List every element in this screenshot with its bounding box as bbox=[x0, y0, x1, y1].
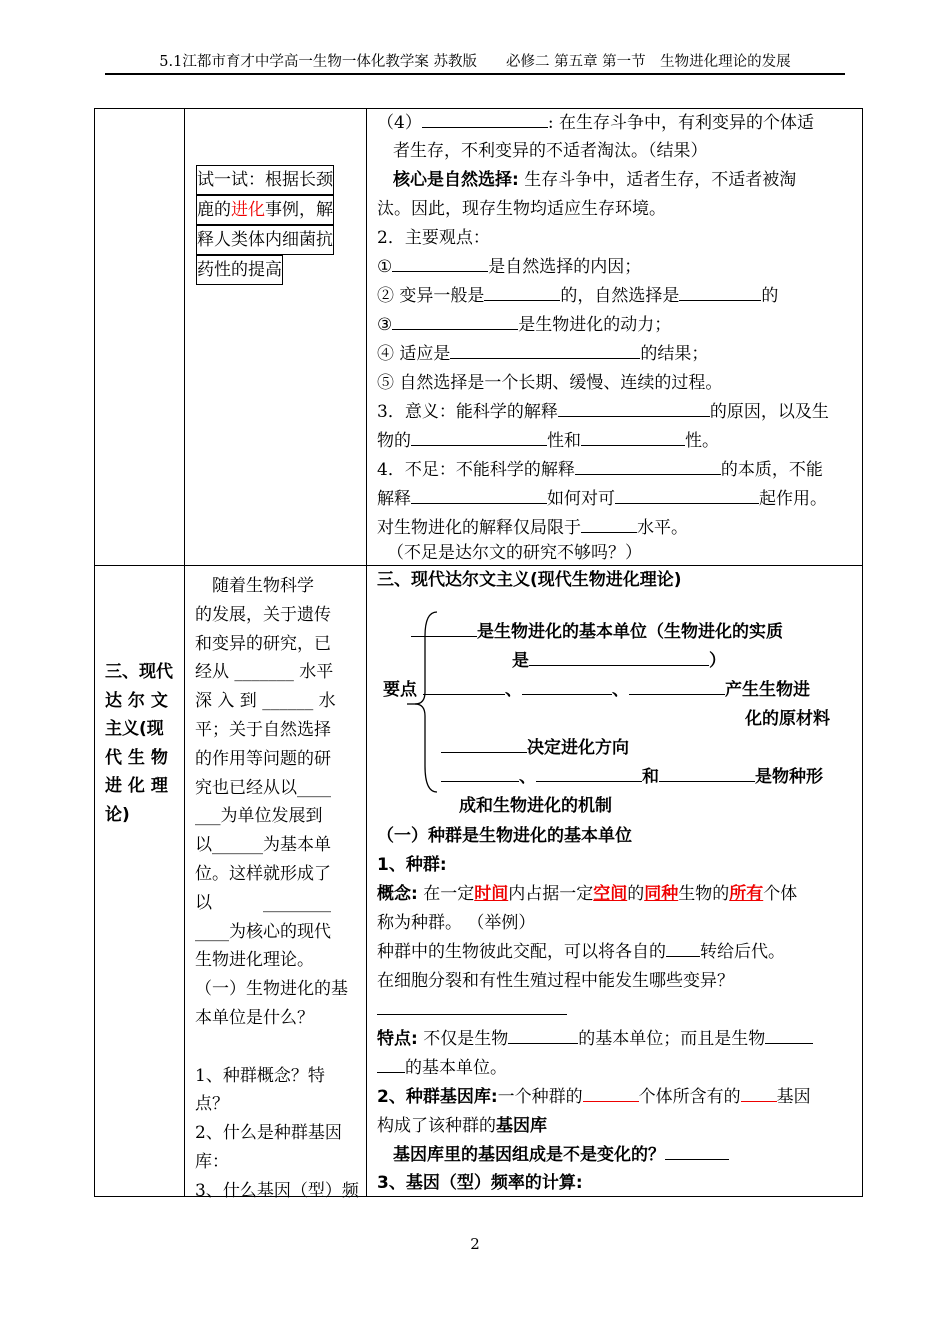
guide-line: 1、种群概念？特 bbox=[195, 1065, 325, 1086]
t: 解释 bbox=[377, 489, 411, 509]
blank bbox=[583, 1083, 639, 1102]
row1-col2 bbox=[185, 109, 367, 566]
try-line-4: 药性的提高 bbox=[196, 255, 283, 285]
t: 种群中的生物彼此交配，可以将各自的 bbox=[377, 942, 666, 962]
try-it-box bbox=[196, 165, 356, 285]
blank bbox=[665, 1141, 729, 1160]
blank bbox=[659, 763, 755, 782]
row2-col3 bbox=[367, 566, 863, 1197]
guide-line: 生物进化理论。 bbox=[195, 950, 314, 971]
t: 3．意义：能科学的解释 bbox=[377, 402, 558, 422]
shortcoming bbox=[377, 456, 823, 484]
brace-item-1b bbox=[512, 647, 726, 675]
guide-line: 和变异的研究，已 bbox=[195, 633, 331, 654]
t: 性和 bbox=[547, 431, 581, 451]
t: ② 变异一般是 bbox=[377, 286, 485, 306]
gene-pool-bold: 基因库 bbox=[496, 1116, 547, 1136]
significance bbox=[377, 398, 829, 426]
blank bbox=[581, 427, 685, 446]
t: 、 bbox=[612, 680, 629, 700]
t: 和 bbox=[642, 767, 659, 787]
brace-item-4b: 成和生物进化的机制 bbox=[459, 796, 612, 816]
key-points-label: 要点 bbox=[383, 680, 417, 700]
shortcoming-3 bbox=[377, 514, 688, 542]
t: 的，自然选择是 bbox=[560, 286, 680, 306]
point-3 bbox=[377, 311, 671, 339]
blank bbox=[441, 763, 519, 782]
t: 决定进化方向 bbox=[527, 738, 629, 758]
variation-question: 在细胞分裂和有性生殖过程中能发生哪些变异？ bbox=[377, 971, 734, 991]
t: ） bbox=[709, 651, 726, 671]
section-3-label-line: 达 尔 文 bbox=[105, 690, 168, 711]
blank bbox=[392, 311, 518, 330]
t: 一个种群的 bbox=[497, 1087, 583, 1107]
t: 基因库里的基因组成是不是变化的？ bbox=[393, 1145, 665, 1165]
blank bbox=[450, 340, 640, 359]
blank bbox=[575, 456, 721, 475]
t: 物的 bbox=[377, 431, 411, 451]
variation-answer bbox=[377, 996, 567, 1024]
section-title: 三、现代达尔文主义(现代生物进化理论) bbox=[377, 570, 682, 590]
t: （4） bbox=[377, 113, 422, 133]
t: 、 bbox=[519, 767, 536, 787]
t: 、 bbox=[505, 680, 522, 700]
point-2 bbox=[377, 282, 778, 310]
t: 是生物进化的基本单位（生物进化的实质 bbox=[477, 622, 783, 642]
shortcoming-2 bbox=[377, 485, 827, 513]
section-3-label-line: 论) bbox=[105, 804, 130, 825]
guide-line: 以 ________ bbox=[195, 892, 331, 913]
guide-line: （一）生物进化的基 bbox=[195, 979, 348, 1000]
guide-line: 的作用等问题的研 bbox=[195, 748, 331, 769]
page-number: 2 bbox=[470, 1235, 480, 1253]
guide-line: 2、什么是种群基因 bbox=[195, 1123, 342, 1144]
t: 内占据一定 bbox=[508, 884, 594, 904]
guide-line bbox=[195, 1033, 359, 1062]
brace-item-4 bbox=[441, 763, 823, 791]
guide-text bbox=[195, 572, 359, 1206]
gene-pool-line-2 bbox=[377, 1112, 547, 1140]
evolution-red-text: 进化 bbox=[231, 200, 265, 220]
blank bbox=[536, 763, 642, 782]
line-result-2: 者生存，不利变异的不适者淘汰。（结果） bbox=[393, 141, 708, 161]
section-3-label-line: 代 生 物 bbox=[105, 747, 168, 768]
blank bbox=[377, 1054, 405, 1073]
blank bbox=[741, 1083, 777, 1102]
lesson-table bbox=[94, 108, 863, 1201]
guide-line: 平；关于自然选择 bbox=[195, 719, 331, 740]
t: 的本质，不能 bbox=[720, 460, 823, 480]
t: 产生生物进 bbox=[725, 680, 810, 700]
guide-line: 深 入 到 ______ 水 bbox=[195, 691, 336, 712]
line-result bbox=[377, 109, 814, 137]
blank bbox=[484, 282, 560, 301]
frequency-heading: 3、基因（型）频率的计算: bbox=[377, 1173, 583, 1193]
section-3-label-line: 三、现代 bbox=[105, 662, 173, 682]
time-red: 时间 bbox=[474, 884, 509, 904]
section-3-label bbox=[105, 658, 175, 829]
brace-item-2 bbox=[423, 676, 810, 704]
line-core bbox=[393, 166, 796, 194]
blank bbox=[558, 398, 710, 417]
row1-col1 bbox=[95, 109, 185, 566]
blank bbox=[411, 485, 547, 504]
guide-line: 的发展，关于遗传 bbox=[195, 604, 331, 625]
page-header: 5.1江都市育才中学高一生物一体化教学案 苏教版 必修二 第五章 第一节 生物进化理论的发展 bbox=[105, 50, 845, 75]
t: 的原因，以及生 bbox=[709, 402, 829, 422]
point-4 bbox=[377, 340, 708, 368]
brace-item-3 bbox=[441, 734, 629, 762]
mating-line bbox=[377, 938, 785, 966]
try-line-2b: 事例，解 bbox=[265, 200, 333, 220]
guide-line: ___为单位发展到 bbox=[195, 806, 323, 827]
t: 的基本单位。 bbox=[405, 1058, 507, 1078]
t: 如何对可 bbox=[547, 489, 615, 509]
guide-line: ____为核心的现代 bbox=[195, 921, 331, 942]
guide-line: 随着生物科学 bbox=[195, 576, 314, 596]
t: 是 bbox=[512, 651, 529, 671]
t: 生物的 bbox=[678, 884, 730, 904]
t: 对生物进化的解释仅局限于 bbox=[377, 518, 581, 538]
row1-col3 bbox=[367, 109, 863, 566]
guide-line: 位。这样就形成了 bbox=[195, 863, 331, 884]
t: 的基本单位；而且是生物 bbox=[578, 1029, 766, 1049]
t: 是自然选择的内因； bbox=[488, 257, 642, 277]
brace-item-1 bbox=[411, 618, 783, 646]
try-line-1: 试一试：根据长颈 bbox=[196, 165, 334, 195]
point-5: ⑤ 自然选择是一个长期、缓慢、连续的过程。 bbox=[377, 373, 723, 393]
concept-line bbox=[377, 880, 797, 908]
t: : 在生存斗争中，有利变异的个体适 bbox=[547, 113, 814, 133]
gene-pool-line bbox=[377, 1083, 811, 1111]
section-3-label-line: 进 化 理 bbox=[105, 776, 168, 796]
t: ③ bbox=[377, 315, 393, 335]
guide-line: 究也已经从以____ bbox=[195, 777, 331, 798]
blank bbox=[522, 676, 612, 695]
t: 性。 bbox=[685, 431, 719, 451]
gene-pool-label: 2、种群基因库: bbox=[377, 1087, 498, 1107]
t: 不仅是生物 bbox=[417, 1029, 509, 1049]
blank bbox=[411, 618, 477, 637]
point-1 bbox=[377, 253, 641, 281]
line-core-2: 汰。因此，现存生物均适应生存环境。 bbox=[377, 199, 666, 219]
t: 转给后代。 bbox=[700, 942, 785, 962]
try-line-2a: 鹿的 bbox=[197, 200, 231, 220]
feature-line-2 bbox=[377, 1054, 507, 1082]
question-note: （不足是达尔文的研究不够吗？） bbox=[387, 543, 642, 563]
blank bbox=[508, 1025, 578, 1044]
significance-2 bbox=[377, 427, 719, 455]
brace-item-2b: 化的原材料 bbox=[745, 709, 830, 729]
blank bbox=[765, 1025, 813, 1044]
main-points-title: 2．主要观点： bbox=[377, 228, 490, 248]
t: 生存斗争中，适者生存，不适者被淘 bbox=[518, 170, 797, 190]
blank bbox=[441, 734, 527, 753]
guide-line: 库： bbox=[195, 1151, 229, 1172]
gene-pool-question bbox=[393, 1141, 729, 1169]
t: 起作用。 bbox=[759, 489, 827, 509]
feature-label: 特点: bbox=[377, 1029, 418, 1049]
t: 水平。 bbox=[637, 518, 688, 538]
row2-col1 bbox=[95, 566, 185, 1197]
t: 个体 bbox=[763, 884, 798, 904]
blank bbox=[377, 996, 567, 1015]
guide-line: 以______为基本单 bbox=[195, 835, 331, 856]
feature-line bbox=[377, 1025, 813, 1053]
blank bbox=[411, 427, 547, 446]
section-3-label-line: 主义(现 bbox=[105, 719, 164, 739]
blank bbox=[423, 676, 505, 695]
t: 基因 bbox=[776, 1087, 811, 1107]
guide-line: 经从 _______ 水平 bbox=[195, 662, 334, 683]
blank bbox=[666, 938, 700, 957]
blank bbox=[581, 514, 637, 533]
try-line-2 bbox=[196, 195, 334, 225]
t: 在一定 bbox=[417, 884, 475, 904]
try-line-3: 释人类体内细菌抗 bbox=[196, 225, 334, 255]
blank bbox=[392, 253, 488, 272]
guide-line: 点？ bbox=[195, 1094, 229, 1115]
subsection-1: （一）种群是生物进化的基本单位 bbox=[377, 826, 632, 846]
row2-col2 bbox=[185, 566, 367, 1201]
same-species-red: 同种 bbox=[644, 884, 679, 904]
guide-line: 本单位是什么？ bbox=[195, 1007, 314, 1028]
blank bbox=[679, 282, 761, 301]
concept-label: 概念: bbox=[377, 884, 418, 904]
t: ④ 适应是 bbox=[377, 344, 451, 364]
t: 的结果； bbox=[640, 344, 709, 364]
core-label: 核心是自然选择: bbox=[393, 170, 519, 190]
population-heading: 1、种群: bbox=[377, 855, 447, 875]
blank bbox=[615, 485, 759, 504]
t: 是物种形 bbox=[755, 767, 823, 787]
t: 是生物进化的动力； bbox=[518, 315, 672, 335]
guide-line: 3、什么基因（型）频 bbox=[195, 1180, 359, 1201]
t: 个体所含有的 bbox=[638, 1087, 741, 1107]
blank bbox=[422, 109, 548, 128]
t: 4．不足：不能科学的解释 bbox=[377, 460, 575, 480]
t: 的 bbox=[761, 286, 779, 306]
blank bbox=[629, 676, 725, 695]
all-red: 所有 bbox=[729, 884, 764, 904]
space-red: 空间 bbox=[593, 884, 628, 904]
t: ① bbox=[377, 257, 393, 277]
blank bbox=[529, 647, 709, 666]
t: 的 bbox=[627, 884, 645, 904]
concept-line-2: 称为种群。 （举例） bbox=[377, 913, 536, 933]
t: 构成了该种群的 bbox=[377, 1116, 496, 1136]
